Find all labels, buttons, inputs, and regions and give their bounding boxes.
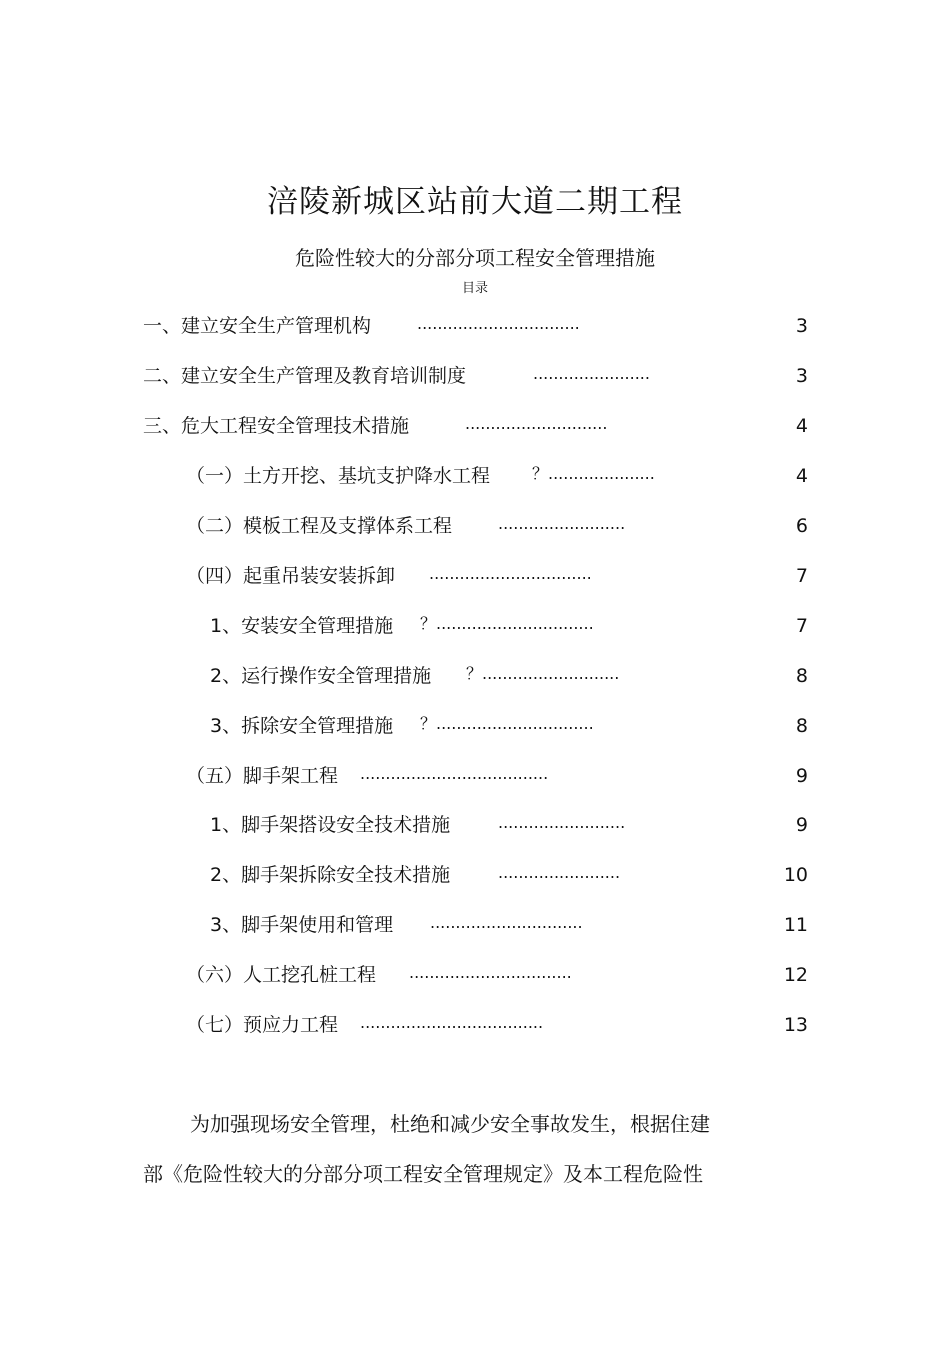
toc-entry[interactable]: [0, 411, 950, 441]
toc-heading: 目录: [461, 281, 488, 296]
toc-entry-leader: ？...........................: [466, 664, 620, 683]
body-line: 为加强现场安全管理，杜绝和减少安全事故发生，根据住建: [190, 1112, 710, 1136]
toc-entry-label: 一、建立安全生产管理机构: [143, 315, 372, 337]
toc-entry-label: 二、建立安全生产管理及教育培训制度: [143, 365, 467, 387]
toc-entry-leader: ............................: [465, 414, 608, 433]
toc-entry-page: 12: [783, 964, 808, 986]
body-line: 部《危险性较大的分部分项工程安全管理规定》及本工程危险性: [143, 1162, 703, 1186]
toc-entry[interactable]: [0, 810, 950, 840]
toc-entry[interactable]: [0, 960, 950, 990]
document-subtitle: 危险性较大的分部分项工程安全管理措施: [295, 246, 655, 270]
toc-entry-page: 4: [795, 465, 808, 487]
toc-entry-page: 11: [783, 914, 808, 936]
toc-entry[interactable]: [0, 611, 950, 641]
toc-entry[interactable]: [0, 311, 950, 341]
toc-entry[interactable]: [0, 711, 950, 741]
toc-entry[interactable]: [0, 361, 950, 391]
toc-entry-leader: ................................: [429, 564, 592, 583]
toc-entry-page: 8: [795, 715, 808, 737]
toc-entry-page: 3: [795, 365, 808, 387]
toc-entry-page: 7: [795, 615, 808, 637]
toc-entry-page: 8: [795, 665, 808, 687]
toc-entry-leader: .........................: [498, 514, 626, 533]
toc-entry[interactable]: [0, 910, 950, 940]
document-title: 涪陵新城区站前大道二期工程: [267, 184, 683, 220]
toc-entry[interactable]: [0, 511, 950, 541]
toc-entry-page: 10: [783, 864, 808, 886]
toc-entry[interactable]: [0, 761, 950, 791]
toc-entry-leader: ？...............................: [420, 714, 594, 733]
toc-entry-leader: .......................: [533, 364, 650, 383]
toc-entry-leader: ？...............................: [420, 614, 594, 633]
toc-entry-leader: ................................: [409, 963, 572, 982]
toc-entry-label: 1、安装安全管理措施: [210, 615, 394, 637]
toc-entry-page: 7: [795, 565, 808, 587]
toc-entry-label: 2、运行操作安全管理措施: [210, 665, 432, 687]
toc-entry-leader: .....................................: [360, 764, 549, 783]
toc-entry-leader: ？.....................: [532, 464, 655, 483]
toc-entry[interactable]: [0, 561, 950, 591]
toc-entry[interactable]: [0, 860, 950, 890]
toc-entry-label: 1、脚手架搭设安全技术措施: [210, 814, 451, 836]
toc-entry-label: （二）模板工程及支撑体系工程: [186, 515, 453, 537]
toc-entry-leader: ....................................: [360, 1013, 544, 1032]
toc-entry-label: （七）预应力工程: [186, 1014, 339, 1036]
toc-entry-leader: ................................: [417, 314, 580, 333]
toc-entry[interactable]: [0, 1010, 950, 1040]
toc-entry-leader: ........................: [498, 863, 621, 882]
toc-entry-label: （四）起重吊装安装拆卸: [186, 565, 396, 587]
toc-entry-label: （六）人工挖孔桩工程: [186, 964, 377, 986]
toc-entry-leader: .........................: [498, 813, 626, 832]
toc-entry-label: 3、拆除安全管理措施: [210, 715, 394, 737]
toc-entry-label: 三、危大工程安全管理技术措施: [143, 415, 410, 437]
toc-entry-label: 3、脚手架使用和管理: [210, 914, 394, 936]
toc-entry[interactable]: [0, 661, 950, 691]
toc-entry-page: 9: [795, 814, 808, 836]
toc-entry-label: （一）土方开挖、基坑支护降水工程: [186, 465, 491, 487]
toc-entry-leader: ..............................: [430, 913, 583, 932]
toc-entry[interactable]: [0, 461, 950, 491]
toc-entry-page: 3: [795, 315, 808, 337]
toc-entry-page: 6: [795, 515, 808, 537]
toc-entry-label: 2、脚手架拆除安全技术措施: [210, 864, 451, 886]
toc-entry-label: （五）脚手架工程: [186, 765, 339, 787]
toc-entry-page: 9: [795, 765, 808, 787]
toc-entry-page: 13: [783, 1014, 808, 1036]
toc-entry-page: 4: [795, 415, 808, 437]
